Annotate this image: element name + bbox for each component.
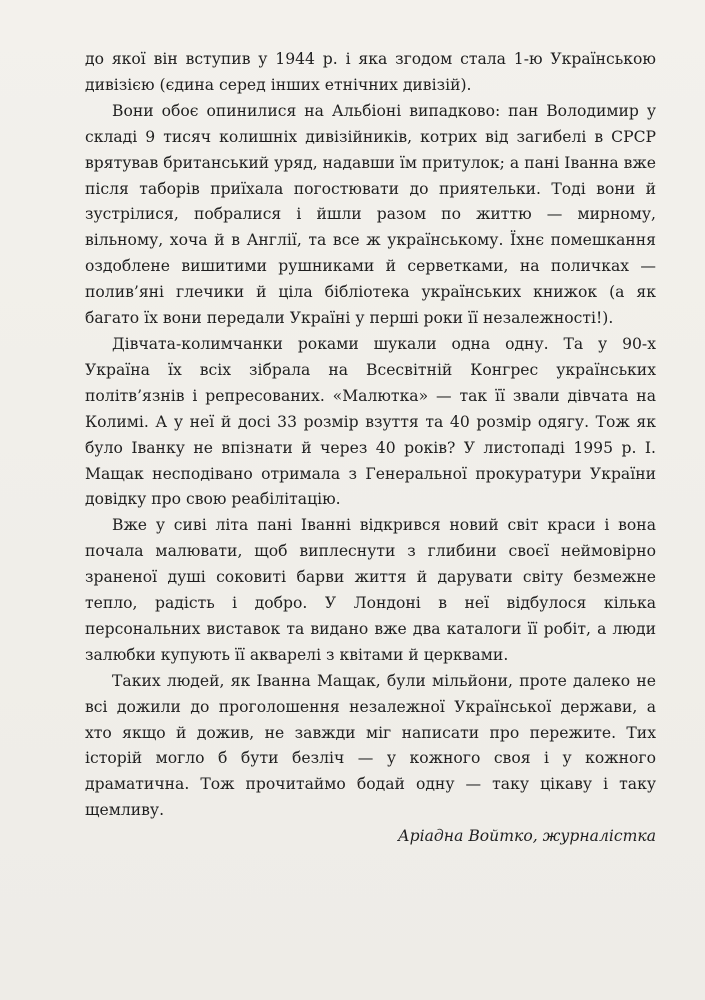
paragraph-2: Вони обоє опинилися на Альбіоні випадково: пан Володимир у складі 9 тисяч колишніх дивізійників, котрих від загибелі в СРСР врятував британський уряд, надавши їм притулок; а пані Іванна вже після таборів приїхала погостювати до приятельки. Тоді вони й зустрілися, побралися і йшли разом по життю — мирному, вільному, хоча й в Англії, та все ж українському. Їхнє помешкання оздоблене вишитими рушниками й серветками, на поличках — полив’яні глечики й ціла бібліотека українських книжок (а як багато їх вони передали Україні у перші роки її незалежності!). bbox=[85, 101, 656, 328]
main-text bbox=[85, 47, 656, 850]
paragraph-3: Дівчата-колимчанки роками шукали одна одну. Та у 90-х Україна їх всіх зібрала на Всесвітній Конгрес українських політв’язнів і репресованих. «Малютка» — так її звали дівчата на Колимі. А у неї й досі 33 розмір взуття та 40 розмір одягу. Тож як було Іванку не впізнати й через 40 років? У листопаді 1995 р. І. Мащак несподівано отримала з Генеральної прокуратури України довідку про свою реабілітацію. bbox=[85, 334, 656, 509]
paragraph-1: до якої він вступив у 1944 р. і яка згодом стала 1-ю Українською дивізією (єдина серед інших етнічних дивізій). bbox=[85, 50, 656, 94]
author-signature: Аріадна Войтко, журналістка bbox=[397, 827, 656, 846]
paragraph-5: Таких людей, як Іванна Мащак, були мільйони, проте далеко не всі дожили до проголошення незалежної Української держави, а хто якщо й дожив, не завжди міг написати про пережите. Тих історій могло б бути безліч — у кожного своя і у кожного драматична. Тож прочитаймо бодай одну — таку цікаву і таку щемливу. bbox=[85, 671, 656, 820]
paragraph-4: Вже у сиві літа пані Іванні відкрився новий світ краси і вона почала малювати, щоб виплеснути з глибини своєї неймовірно зраненої душі соковиті барви життя й дарувати світу безмежне тепло, радість і добро. У Лондоні в неї відбулося кілька персональних виставок та видано вже два каталоги її робіт, а люди залюбки купують її акварелі з квітами й церквами. bbox=[85, 516, 656, 664]
